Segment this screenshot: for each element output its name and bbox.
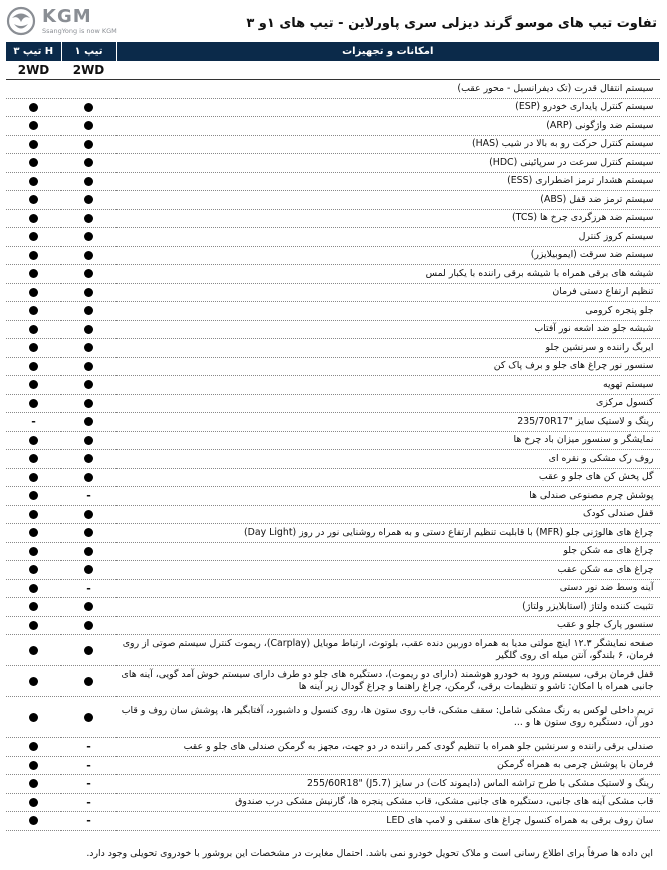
included-dot-icon [84,473,93,482]
trim1-cell [61,302,116,321]
trim3-cell [6,793,61,812]
trim1-cell [61,413,116,432]
trim1-cell [61,320,116,339]
table-row [6,191,660,210]
table-row [6,579,660,598]
table-row [6,265,660,284]
trim3-cell [6,154,61,173]
trim1-cell [61,357,116,376]
trim1-cell [61,339,116,358]
drive-spacer [116,61,660,80]
logo-brand-text: KGM [42,5,92,27]
trim3-cell [6,357,61,376]
table-header [6,42,660,61]
trim1-cell [61,487,116,506]
trim1-cell [61,246,116,265]
table-row [6,697,660,738]
trim3-cell [6,376,61,395]
feature-label: گل پخش کن های جلو و عقب [116,468,660,487]
included-dot-icon [29,214,38,223]
trim1-cell [61,450,116,469]
included-dot-icon [84,602,93,611]
included-dot-icon [29,121,38,130]
table-row [6,228,660,247]
trim3-cell [6,697,61,738]
trim1-cell [61,598,116,617]
feature-label: سنسور نور چراغ های جلو و برف پاک کن [116,357,660,376]
trim1-cell [61,561,116,580]
included-dot-icon [29,565,38,574]
feature-label: سیستم انتقال قدرت (تک دیفرانسیل - محور عقب) [116,80,660,99]
not-included-dash-icon: - [86,489,91,503]
trim1-cell [61,524,116,543]
included-dot-icon [84,214,93,223]
table-row [6,812,660,831]
brand-logo [6,4,117,38]
kgm-logo-icon [6,6,36,36]
table-row [6,635,660,666]
trim1-cell [61,812,116,831]
trim1-cell [61,616,116,635]
table-row [6,738,660,757]
included-dot-icon [84,103,93,112]
table-row [6,117,660,136]
trim1-cell [61,756,116,775]
included-dot-icon [84,399,93,408]
trim3-cell [6,450,61,469]
table-row [6,154,660,173]
not-included-dash-icon: - [86,814,91,828]
trim1-cell [61,172,116,191]
included-dot-icon [29,473,38,482]
not-included-dash-icon: - [86,795,91,809]
table-row [6,561,660,580]
trim1-cell [61,135,116,154]
included-dot-icon [29,195,38,204]
included-dot-icon [29,798,38,807]
trim3-cell [6,228,61,247]
included-dot-icon [29,510,38,519]
included-dot-icon [84,306,93,315]
included-dot-icon [84,436,93,445]
included-dot-icon [84,646,93,655]
feature-label: فرمان با پوشش چرمی به همراه گرمکن [116,756,660,775]
table-row [6,542,660,561]
trim1-cell [61,154,116,173]
included-dot-icon [29,602,38,611]
not-included-dash-icon: - [86,581,91,595]
table-body [6,80,660,831]
trim3-cell [6,283,61,302]
feature-label: جلو پنجره کرومی [116,302,660,321]
trim1-cell [61,666,116,697]
trim1-cell [61,265,116,284]
trim3-cell [6,487,61,506]
feature-label: صندلی برقی راننده و سرنشین جلو همراه با تنظیم گودی کمر راننده در دو جهت، مجهز به گرمکن صندلی های جلو و عقب [116,738,660,757]
included-dot-icon [29,251,38,260]
table-row [6,246,660,265]
trim3-cell [6,738,61,757]
trim3-cell [6,542,61,561]
feature-label: چراغ های مه شکن عقب [116,561,660,580]
table-row [6,468,660,487]
included-dot-icon [29,742,38,751]
included-dot-icon [84,621,93,630]
included-dot-icon [29,399,38,408]
trim3-cell [6,172,61,191]
not-included-dash-icon: - [86,740,91,754]
table-row [6,793,660,812]
included-dot-icon [84,510,93,519]
feature-label: تریم داخلی لوکس به رنگ مشکی شامل: سقف مشکی، قاب روی ستون ها، روی کنسول و داشبورد، آفتابگیر ها، پوشش سان روف و قاب دور آن، دستگیره روی ستون ها و ... [116,697,660,738]
page-title: تفاوت تیپ های موسو گرند دیزلی سری پاورلاین - تیپ های ۱و ۳ [246,16,657,31]
trim1-cell [61,80,116,99]
trim3-cell [6,302,61,321]
table-row [6,616,660,635]
table-row [6,209,660,228]
table-row [6,376,660,395]
trim1-cell [61,98,116,117]
table-row [6,320,660,339]
included-dot-icon [29,454,38,463]
trim1-cell [61,793,116,812]
included-dot-icon [84,454,93,463]
feature-label: آینه وسط ضد نور دستی [116,579,660,598]
feature-label: سیستم ضد واژگونی (ARP) [116,117,660,136]
table-row [6,450,660,469]
included-dot-icon [84,677,93,686]
trim1-cell [61,635,116,666]
feature-label: سیستم کنترل حرکت رو به بالا در شیب (HAS) [116,135,660,154]
feature-label: چراغ های هالوژنی جلو (MFR) با قابلیت تنظیم ارتفاع دستی و به همراه روشنایی نور در روز (Day Light) [116,524,660,543]
trim3-cell [6,666,61,697]
trim1-cell [61,579,116,598]
trim1-cell [61,228,116,247]
trim1-cell [61,209,116,228]
table-row [6,357,660,376]
feature-label: سیستم تهویه [116,376,660,395]
included-dot-icon [29,306,38,315]
drive-row [6,61,660,80]
included-dot-icon [29,779,38,788]
table-row [6,135,660,154]
included-dot-icon [84,195,93,204]
trim3-drive: 2WD [6,61,61,80]
included-dot-icon [29,816,38,825]
trim3-cell [6,812,61,831]
not-included-dash-icon: - [31,415,36,429]
included-dot-icon [29,621,38,630]
feature-label: سیستم ضد هرزگردی چرخ ها (TCS) [116,209,660,228]
included-dot-icon [84,713,93,722]
included-dot-icon [84,140,93,149]
trim1-cell [61,394,116,413]
table-row [6,775,660,794]
table-row [6,666,660,697]
trim3-cell [6,775,61,794]
included-dot-icon [84,565,93,574]
feature-label: سیستم کنترل پایداری خودرو (ESP) [116,98,660,117]
col-feature: امکانات و تجهیزات [116,42,660,61]
trim3-cell [6,756,61,775]
feature-label: شیشه های برقی همراه با شیشه برقی راننده با یکبار لمس [116,265,660,284]
included-dot-icon [84,325,93,334]
trim1-cell [61,738,116,757]
feature-label: چراغ های مه شکن جلو [116,542,660,561]
not-included-dash-icon: - [86,758,91,772]
feature-label: ایربگ راننده و سرنشین جلو [116,339,660,358]
trim3-cell [6,431,61,450]
included-dot-icon [29,325,38,334]
feature-label: سیستم هشدار ترمز اضطراری (ESS) [116,172,660,191]
table-row [6,431,660,450]
included-dot-icon [29,646,38,655]
feature-label: صفحه نمایشگر ۱۲.۳ اینچ مولتی مدیا به همراه دوربین دنده عقب، بلوتوث، ارتباط موبایل (Carplay)، ریموت کنترل سیستم صوتی از روی فرمان، ۶ بلندگو، آنتن میله ای روی گلگیر [116,635,660,666]
included-dot-icon [84,343,93,352]
table-row [6,302,660,321]
table-row [6,80,660,99]
trim3-cell [6,616,61,635]
table-row [6,413,660,432]
table-row [6,98,660,117]
trim3-cell [6,339,61,358]
trim1-cell [61,468,116,487]
table-row [6,394,660,413]
trim3-cell [6,413,61,432]
table-row [6,756,660,775]
trim1-cell [61,283,116,302]
logo-tagline: SsangYong is now KGM [42,26,117,35]
table-row [6,487,660,506]
included-dot-icon [29,584,38,593]
feature-label: تنظیم ارتفاع دستی فرمان [116,283,660,302]
feature-label: قفل فرمان برقی، سیستم ورود به خودرو هوشمند (دارای دو ریموت)، دستگیره های جلو دو طرف دارای سیستم خوش آمد گویی، آینه های جانبی همراه با امکان: تاشو و تنظیمات برقی، گرمکن، چراغ راهنما و چراغ گودال زیر آینه ها [116,666,660,697]
trim3-cell [6,524,61,543]
feature-label: قاب مشکی آینه های جانبی، دستگیره های جانبی مشکی، قاب مشکی پنجره ها، گارنیش مشکی درب صندوق [116,793,660,812]
trim3-cell [6,265,61,284]
feature-label: رینگ و لاستیک مشکی با طرح تراشه الماس (دایموند کات) در سایز (J5.7) "255/60R18 [116,775,660,794]
table-row [6,598,660,617]
included-dot-icon [29,436,38,445]
included-dot-icon [29,713,38,722]
included-dot-icon [29,677,38,686]
trim3-cell [6,135,61,154]
included-dot-icon [84,380,93,389]
included-dot-icon [29,232,38,241]
trim1-cell [61,542,116,561]
footnote: این داده ها صرفاً برای اطلاع رسانی است و ملاک تحویل خودرو نمی باشد. احتمال مغایرت در مشخصات این بروشور با خودروی تحویلی وجود دارد. [86,848,653,859]
trim3-cell [6,209,61,228]
trim3-cell [6,98,61,117]
not-included-dash-icon: - [86,777,91,791]
trim1-cell [61,117,116,136]
feature-label: سیستم کنترل سرعت در سرپائینی (HDC) [116,154,660,173]
included-dot-icon [84,288,93,297]
col-trim1: تیپ ۱ [61,42,116,61]
trim1-cell [61,191,116,210]
trim3-cell [6,191,61,210]
included-dot-icon [29,103,38,112]
included-dot-icon [29,491,38,500]
trim1-cell [61,431,116,450]
trim3-cell [6,394,61,413]
trim1-cell [61,376,116,395]
trim3-cell [6,468,61,487]
trim3-cell [6,598,61,617]
trim3-cell [6,505,61,524]
included-dot-icon [84,177,93,186]
included-dot-icon [84,158,93,167]
included-dot-icon [84,547,93,556]
col-trim3: تیپ ۳ H [6,42,61,61]
trim3-cell [6,579,61,598]
table-row [6,524,660,543]
included-dot-icon [84,528,93,537]
comparison-table [6,42,660,831]
included-dot-icon [84,362,93,371]
trim3-cell [6,117,61,136]
included-dot-icon [29,158,38,167]
table-row [6,283,660,302]
trim1-cell [61,505,116,524]
feature-label: پوشش چرم مصنوعی صندلی ها [116,487,660,506]
table-row [6,172,660,191]
feature-label: شیشه جلو ضد اشعه نور آفتاب [116,320,660,339]
trim3-cell [6,635,61,666]
feature-label: سنسور پارک جلو و عقب [116,616,660,635]
feature-label: نمایشگر و سنسور میزان باد چرخ ها [116,431,660,450]
included-dot-icon [84,251,93,260]
table-row [6,339,660,358]
feature-label: رینگ و لاستیک سایز "235/70R17 [116,413,660,432]
included-dot-icon [84,121,93,130]
trim1-cell [61,775,116,794]
included-dot-icon [29,343,38,352]
included-dot-icon [29,362,38,371]
included-dot-icon [29,288,38,297]
trim1-drive: 2WD [61,61,116,80]
included-dot-icon [29,528,38,537]
feature-label: قفل صندلی کودک [116,505,660,524]
trim3-cell [6,561,61,580]
included-dot-icon [84,232,93,241]
included-dot-icon [84,417,93,426]
feature-label: کنسول مرکزی [116,394,660,413]
feature-label: سیستم کروز کنترل [116,228,660,247]
feature-label: روف رک مشکی و نقره ای [116,450,660,469]
table-row [6,505,660,524]
included-dot-icon [29,177,38,186]
included-dot-icon [29,140,38,149]
trim3-cell [6,80,61,99]
trim1-cell [61,697,116,738]
feature-label: تثبیت کننده ولتاژ (استابلایزر ولتاژ) [116,598,660,617]
included-dot-icon [29,761,38,770]
feature-label: سیستم ضد سرقت (ایموبیلایزر) [116,246,660,265]
trim3-cell [6,246,61,265]
included-dot-icon [29,547,38,556]
included-dot-icon [84,269,93,278]
included-dot-icon [29,269,38,278]
feature-label: سان روف برقی به همراه کنسول چراغ های سقفی و لامپ های LED [116,812,660,831]
trim3-cell [6,320,61,339]
included-dot-icon [29,380,38,389]
feature-label: سیستم ترمز ضد قفل (ABS) [116,191,660,210]
